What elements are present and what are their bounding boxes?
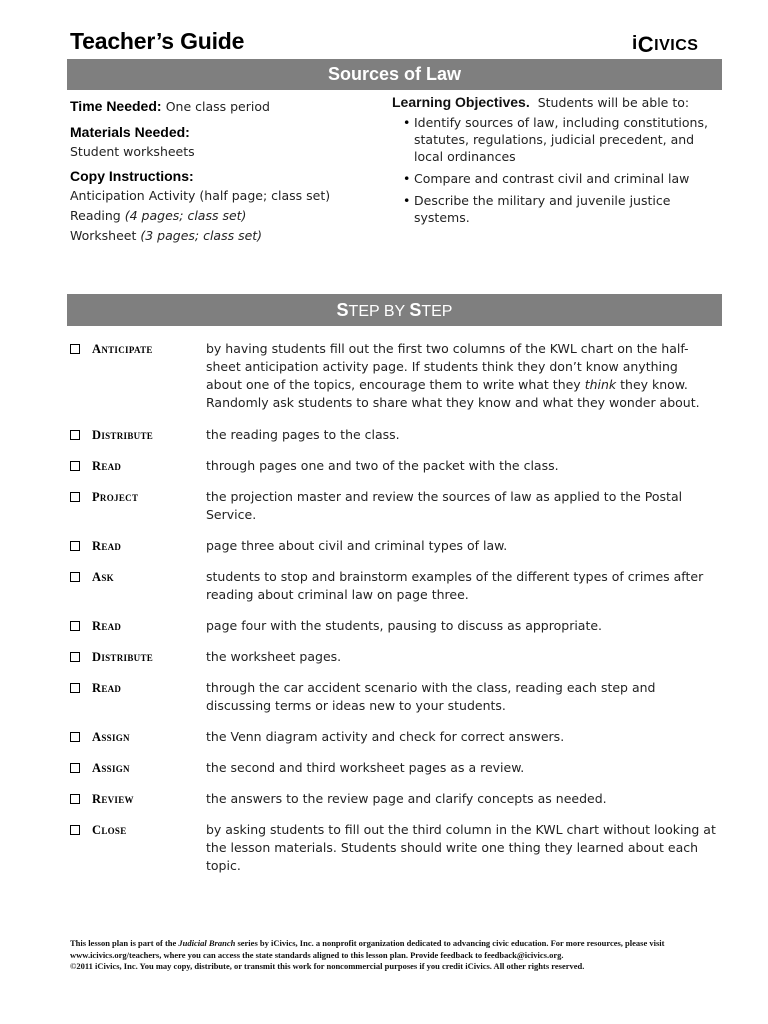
copy-item-note: (4 pages; class set) <box>124 208 247 223</box>
footer-series: Judicial Branch <box>178 938 236 948</box>
footer-text: This lesson plan is part of the <box>70 938 179 948</box>
step-text: the worksheet pages. <box>206 649 342 664</box>
step-text: the second and third worksheet pages as a review. <box>206 760 525 775</box>
checkbox-icon[interactable] <box>70 461 80 471</box>
objective-item: • Compare and contrast civil and criminal law <box>414 170 722 187</box>
step-description <box>206 426 716 444</box>
copy-item-note: (3 pages; class set) <box>140 228 263 243</box>
time-value: One class period <box>165 99 270 114</box>
step-row <box>70 648 730 666</box>
step-verb: Distribute <box>92 428 154 442</box>
page-title: Teacher’s Guide <box>70 28 245 54</box>
step-text: the projection master and review the sources of law as applied to the Postal Service. <box>206 489 683 522</box>
checkbox-icon[interactable] <box>70 572 80 582</box>
step-description <box>206 568 716 604</box>
logo-i: i <box>632 33 638 54</box>
step-verb: Assign <box>92 761 130 775</box>
checkbox-icon[interactable] <box>70 541 80 551</box>
step-bar-s1: S <box>336 300 349 320</box>
checkbox-icon[interactable] <box>70 430 80 440</box>
checkbox-icon[interactable] <box>70 732 80 742</box>
step-row <box>70 759 730 777</box>
logo-rest: IVICS <box>654 37 699 54</box>
objectives-intro: Students will be able to: <box>537 95 690 110</box>
objectives-label: Learning Objectives. <box>392 94 530 110</box>
step-text: through pages one and two of the packet with the class. <box>206 458 559 473</box>
step-verb: Project <box>92 490 139 504</box>
objective-item: • Identify sources of law, including constitutions, statutes, regulations, judicial precedent, and local ordinances <box>414 114 722 165</box>
step-verb: Read <box>92 681 122 695</box>
checkbox-icon[interactable] <box>70 621 80 631</box>
step-description <box>206 821 716 875</box>
footer-notice <box>70 938 730 973</box>
objectives-list <box>392 114 722 226</box>
step-text: page four with the students, pausing to discuss as appropriate. <box>206 618 603 633</box>
step-text: page three about civil and criminal types of law. <box>206 538 508 553</box>
step-verb: Read <box>92 539 122 553</box>
step-row <box>70 488 730 524</box>
step-text: the answers to the review page and clarify concepts as needed. <box>206 791 607 806</box>
step-text: through the car accident scenario with the class, reading each step and discussing terms or ideas new to your students. <box>206 680 656 713</box>
copy-item <box>70 186 370 206</box>
step-text: students to stop and brainstorm examples of the different types of crimes after reading about criminal law on page three. <box>206 569 704 602</box>
copy-item-text: Anticipation Activity (half page; class set) <box>70 188 331 203</box>
step-text: by having students fill out the first two columns of the KWL chart on the half-sheet anticipation activity page. If students think they don’t know anything about one of the topics, encourage them to write what they <box>206 341 689 392</box>
checkbox-icon[interactable] <box>70 492 80 502</box>
footer-text: series by iCivics, Inc. a nonprofit organization dedicated to advancing civic education. For more resources, please visit www.icivics.org/teachers, where you can access the state standards aligned to this lesson plan. Provide feedback to feedback@icivics.org. <box>70 938 665 960</box>
time-label: Time Needed: <box>70 98 162 114</box>
step-row <box>70 790 730 808</box>
step-row <box>70 728 730 746</box>
time-needed <box>70 96 370 118</box>
copy-item <box>70 226 370 246</box>
checkbox-icon[interactable] <box>70 683 80 693</box>
footer-line-1 <box>70 938 730 961</box>
step-verb: Ask <box>92 570 114 584</box>
step-description <box>206 340 716 412</box>
logo-c: C <box>637 32 655 57</box>
step-verb: Read <box>92 459 122 473</box>
step-row <box>70 821 730 875</box>
footer-line-2: ©2011 iCivics, Inc. You may copy, distribute, or transmit this work for noncommercial purposes if you credit iCivics. All other rights reserved. <box>70 961 585 971</box>
step-bar-t2: TEP <box>421 303 453 320</box>
step-row <box>70 457 730 475</box>
step-text: the Venn diagram activity and check for correct answers. <box>206 729 565 744</box>
copy-item <box>70 206 370 226</box>
step-verb: Assign <box>92 730 130 744</box>
step-verb: Read <box>92 619 122 633</box>
step-description <box>206 679 716 715</box>
copy-item-text: Reading <box>70 208 121 223</box>
icivics-logo <box>632 33 698 55</box>
steps-list <box>70 340 730 888</box>
step-by-step-banner <box>67 294 722 326</box>
step-description <box>206 488 716 524</box>
step-bar-t1: TEP BY <box>348 303 410 320</box>
checkbox-icon[interactable] <box>70 652 80 662</box>
step-verb: Distribute <box>92 650 154 664</box>
checkbox-icon[interactable] <box>70 825 80 835</box>
step-row <box>70 537 730 555</box>
materials-needed <box>70 122 370 162</box>
checkbox-icon[interactable] <box>70 763 80 773</box>
copy-label: Copy Instructions: <box>70 168 194 184</box>
step-text: by asking students to fill out the third column in the KWL chart without looking at the lesson materials. Students should write one thing they learned about each topic. <box>206 822 716 873</box>
objective-item: • Describe the military and juvenile justice systems. <box>414 192 722 226</box>
step-description <box>206 648 716 666</box>
step-bar-s2: S <box>409 300 422 320</box>
step-row <box>70 617 730 635</box>
step-verb: Close <box>92 823 127 837</box>
materials-value: Student worksheets <box>70 144 195 159</box>
step-text: they know. Randomly ask students to share what they know and what they wonder about. <box>206 377 700 410</box>
materials-label: Materials Needed: <box>70 124 190 140</box>
checkbox-icon[interactable] <box>70 794 80 804</box>
step-row <box>70 679 730 715</box>
step-description <box>206 728 716 746</box>
step-emphasis: think <box>584 377 617 392</box>
step-description <box>206 617 716 635</box>
step-row <box>70 340 730 412</box>
checkbox-icon[interactable] <box>70 344 80 354</box>
step-description <box>206 457 716 475</box>
step-description <box>206 790 716 808</box>
step-description <box>206 537 716 555</box>
step-verb: Review <box>92 792 134 806</box>
copy-item-text: Worksheet <box>70 228 137 243</box>
step-row <box>70 568 730 604</box>
lesson-title-banner: Sources of Law <box>67 59 722 90</box>
step-row <box>70 426 730 444</box>
step-description <box>206 759 716 777</box>
copy-instructions <box>70 166 370 246</box>
step-text: the reading pages to the class. <box>206 427 400 442</box>
lesson-info <box>70 96 370 250</box>
learning-objectives <box>392 94 722 231</box>
step-verb: Anticipate <box>92 342 153 356</box>
